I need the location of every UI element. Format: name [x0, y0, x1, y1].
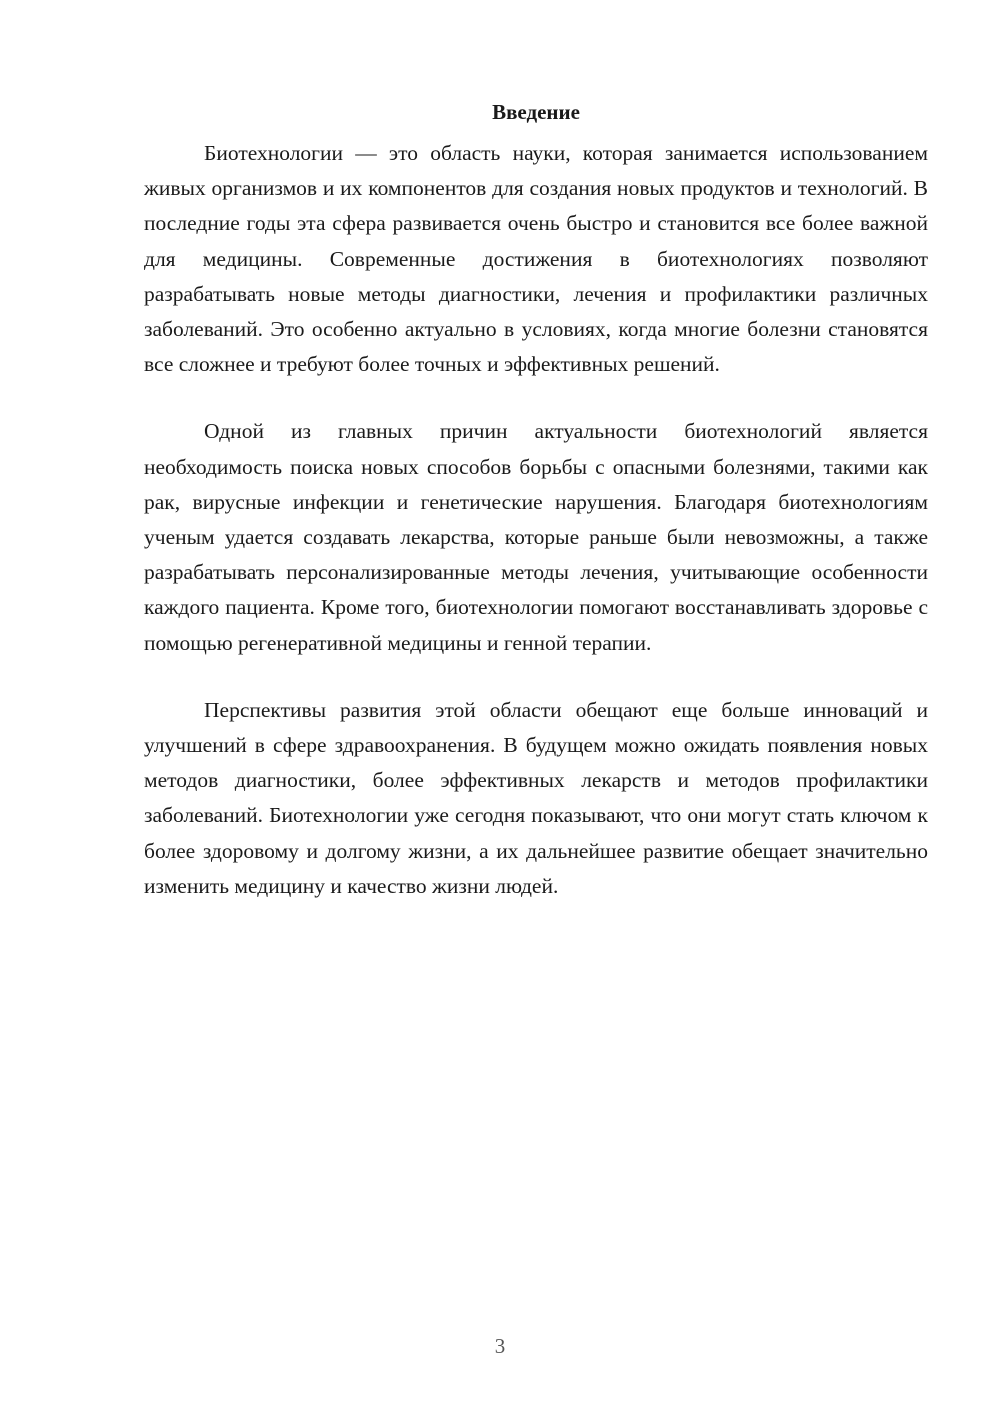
- section-title: Введение: [492, 100, 580, 124]
- paragraph-1: Биотехнологии — это область науки, которая занимается использованием живых организмов и их компонентов для создания новых продуктов и технологий. В последние годы эта сфера развивается очень быстро и становится все более важной для медицины. Современные достижения в биотехнологиях позволяют разрабатывать новые методы диагностики, лечения и профилактики различных заболеваний. Это особенно актуально в условиях, когда многие болезни становятся все сложнее и требуют более точных и эффективных решений.: [144, 141, 928, 377]
- paragraph-2: Одной из главных причин актуальности биотехнологий является необходимость поиска новых способов борьбы с опасными болезнями, такими как рак, вирусные инфекции и генетические нарушения. Благодаря биотехнологиям ученым удается создавать лекарства, которые раньше были невозможны, а также разрабатывать персонализированные методы лечения, учитывающие особенности каждого пациента. Кроме того, биотехнологии помогают восстанавливать здоровье с помощью регенеративной медицины и генной терапии.: [144, 419, 928, 655]
- paragraph-3: Перспективы развития этой области обещают еще больше инноваций и улучшений в сфере здравоохранения. В будущем можно ожидать появления новых методов диагностики, более эффективных лекарств и методов профилактики заболеваний. Биотехнологии уже сегодня показывают, что они могут стать ключом к более здоровому и долгому жизни, а их дальнейшее развитие обещает значительно изменить медицину и качество жизни людей.: [144, 697, 928, 898]
- page-number: 3: [494, 1334, 506, 1358]
- document-body: [144, 88, 928, 936]
